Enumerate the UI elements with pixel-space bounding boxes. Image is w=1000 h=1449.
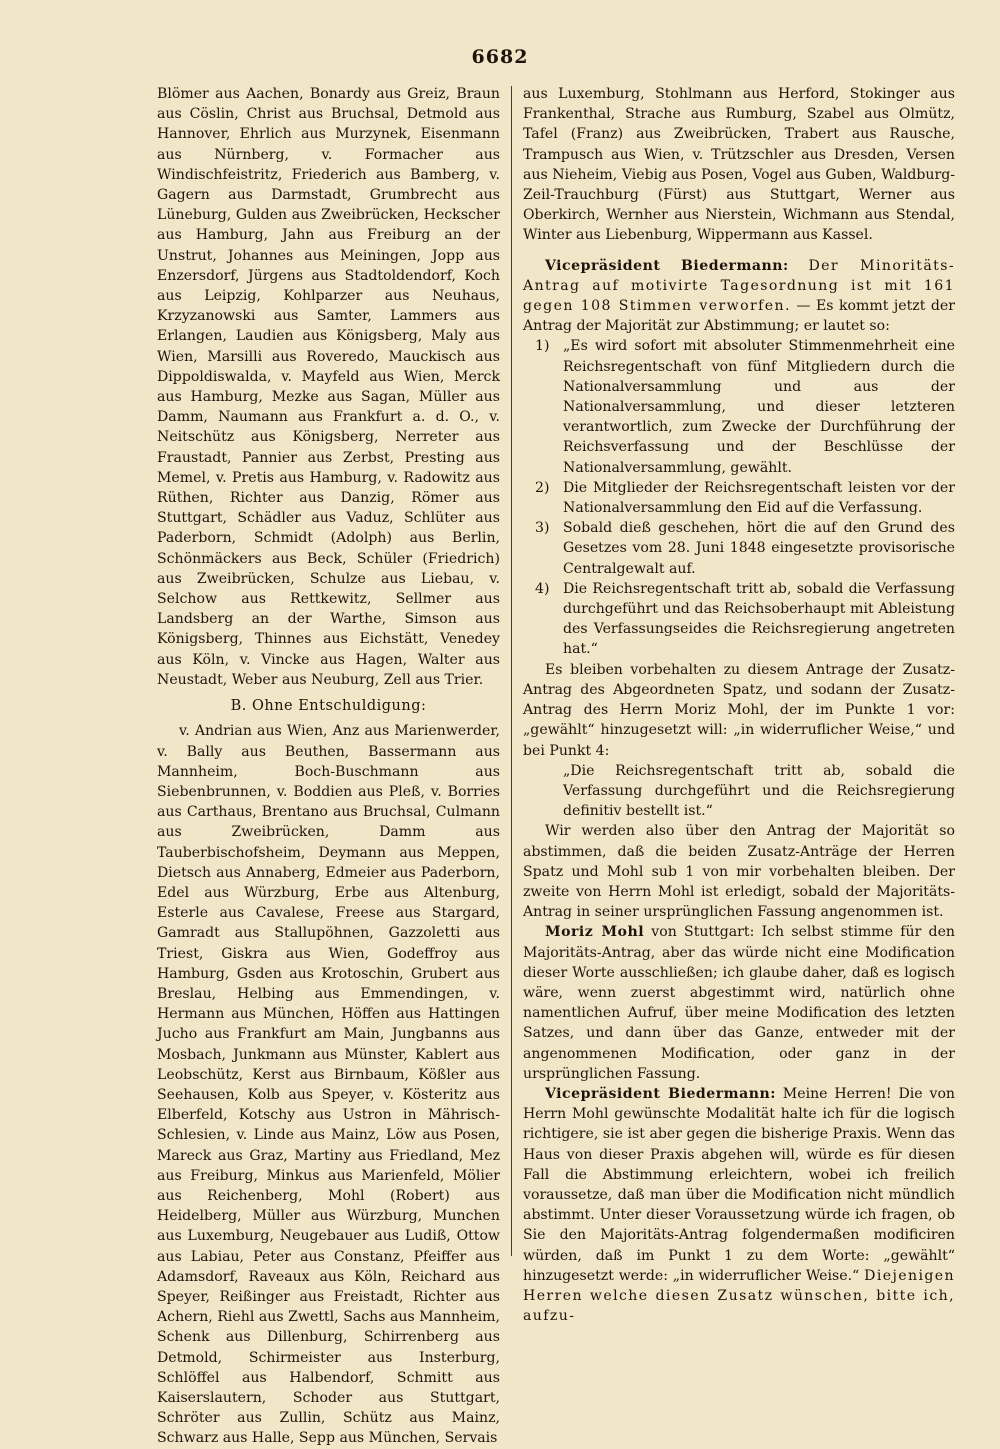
vote-result: Der Minoritäts-Antrag auf motivirte Tagesordnung ist mit 161 gegen 108 Stimmen verworfen.: [523, 257, 956, 315]
motion-number: 3): [535, 520, 550, 537]
motion-text: „Es wird sofort mit absoluter Stimmenmehrheit eine Reichsregentschaft von fünf Mitgliedern durch die Nationalversammlung und aus der Nationalversammlung, und dieser letzteren verantwortlich, zum Zwecke der Durchführung der Reichsverfassung und der Beschlüsse der Nationalversammlung, gewählt.: [563, 338, 955, 476]
speech-text: Meine Herren! Die von Herrn Mohl gewünschte Modalität halte ich für die logisch richtigere, sie ist aber gegen die bisherige Praxis. Wenn das Haus von dieser Praxis abgehen will, würde es für diesen Fall die Abstimmung erleichtern, wobei ich freilich voraussetze, daß man über die Modification nicht mündlich abstimmt. Unter dieser Voraussetzung würde ich fragen, ob Sie den Majoritäts-Antrag folgendermaßen modificiren würden, daß im Punkt 1 zu dem Worte: „gewählt“ hinzugesetzt werde: „in widerruflicher Weise.“: [523, 1085, 956, 1284]
motion-item: [523, 579, 955, 660]
column-divider: [511, 86, 512, 1256]
motion-text: Die Mitglieder der Reichsregentschaft leisten vor der Nationalversammlung den Eid auf die Verfassung.: [563, 479, 955, 517]
unexcused-members-list: v. Andrian aus Wien, Anz aus Marienwerder, v. Bally aus Beuthen, Bassermann aus Mannheim, Boch-Buschmann aus Siebenbrunnen, v. Boddien aus Pleß, v. Borries aus Carthaus, Brentano aus Bruchsal, Culmann aus Zweibrücken, Damm aus Tauberbischofsheim, Deymann aus Meppen, Dietsch aus Annaberg, Edmeier aus Paderborn, Edel aus Würzburg, Erbe aus Altenburg, Esterle aus Cavalese, Freese aus Stargard, Gamradt aus Stallupöhnen, Gazzoletti aus Triest, Giskra aus Wien, Godeffroy aus Hamburg, Gsden aus Krotoschin, Grubert aus Breslau, Helbing aus Emmendingen, v. Hermann aus München, Höffen aus Hattingen Jucho aus Frankfurt am Main, Jungbanns aus Mosbach, Junkmann aus Münster, Kablert aus Leobschütz, Kerst aus Birnbaum, Kößler aus Seehausen, Kolb aus Speyer, v. Kösteritz aus Elberfeld, Kotschy aus Ustron in Mährisch-Schlesien, v. Linde aus Mainz, Löw aus Posen, Mareck aus Graz, Martiny aus Friedland, Mez aus Freiburg, Minkus aus Marienfeld, Mölier aus Reichenberg, Mohl (Robert) aus Heidelberg, Müller aus Würzburg, Munchen aus Luxemburg, Neugebauer aus Ludiß, Ottow aus Labiau, Peter aus Constanz, Pfeiffer aus Adamsdorf, Raveaux aus Köln, Reichard aus Speyer, Reißinger aus Freistadt, Richter aus Achern, Riehl aus Zwettl, Sachs aus Mannheim, Schenk aus Dillenburg, Schirrenberg aus Detmold, Schirmeister aus Insterburg, Schlöffel aus Halbendorf, Schmitt aus Kaiserslautern, Schoder aus Stuttgart, Schröter aus Zullin, Schütz aus Mainz, Schwarz aus Halle, Sepp aus München, Servais: [157, 723, 500, 1447]
motion-item: [523, 336, 955, 477]
motion-text: Die Reichsregentschaft tritt ab, sobald die Verfassung durchgeführt und das Reichsoberhaupt mit Ableistung des Verfassungseides die Reichsregierung angetreten hat.“: [563, 580, 955, 658]
motion-text: Sobald dieß geschehen, hört die auf den Grund des Gesetzes vom 28. Juni 1848 eingesetzte provisorische Centralgewalt auf.: [563, 520, 955, 577]
section-heading-b: B. Ohne Entschuldigung:: [230, 698, 427, 715]
speaker-name: Moriz Mohl: [545, 924, 645, 941]
members-list-continued: aus Luxemburg, Stohlmann aus Herford, Stokinger aus Frankenthal, Strache aus Rumburg, Szabel aus Olmütz, Tafel (Franz) aus Zweibrücken, Trabert aus Rausche, Trampusch aus Wien, v. Trützschler aus Dresden, Versen aus Nieheim, Viebig aus Posen, Vogel aus Guben, Waldburg-Zeil-Trauchburg (Fürst) aus Stuttgart, Werner aus Oberkirch, Wernher aus Nierstein, Wichmann aus Stendal, Winter aus Liebenburg, Wippermann aus Kassel.: [523, 86, 955, 244]
speech-biedermann-2: [523, 1084, 955, 1326]
motion-item: [523, 518, 955, 579]
speech-text: — Es kommt jetzt der Antrag der Majorität zur Abstimmung; er lautet so:: [523, 298, 955, 335]
left-column: [157, 84, 500, 1449]
speech-text-emphasis: Diejenigen Herren welche diesen Zusatz wünschen, bitte ich, aufzu-: [523, 1267, 956, 1325]
vote-procedure-paragraph: Wir werden also über den Antrag der Majorität so abstimmen, daß die beiden Zusatz-Anträge der Herren Spatz und Mohl sub 1 von mir vorbehalten bleiben. Der zweite von Herrn Mohl ist erledigt, sobald der Majoritäts-Antrag in seiner ursprünglichen Fassung angenommen ist.: [523, 823, 955, 921]
motion-number: 2): [535, 479, 550, 496]
speech-mohl: [523, 922, 955, 1084]
page-number: 6682: [471, 46, 529, 68]
motion-number: 1): [535, 338, 550, 355]
speaker-origin: von Stuttgart:: [651, 924, 755, 941]
speaker-name: Vicepräsident Biedermann:: [545, 257, 789, 274]
motion-number: 4): [535, 580, 550, 597]
motion-item: [523, 478, 955, 518]
reserved-amendments-paragraph: Es bleiben vorbehalten zu diesem Antrage der Zusatz-Antrag des Abgeordneten Spatz, und sodann der Zusatz-Antrag des Herrn Moriz Mohl, der im Punkte 1 vor: „gewählt“ hinzugesetzt will: „in widerruflicher Weise,“ und bei Punkt 4:: [523, 661, 955, 759]
speaker-name: Vicepräsident Biedermann:: [545, 1085, 776, 1102]
majority-motion-list: [523, 336, 955, 659]
speech-text: Ich selbst stimme für den Majoritäts-Antrag, aber das würde nicht eine Modification dieser Worte ausschließen; ich glaube daher, daß es logisch wäre, wenn zuerst abgestimmt wird, natürlich ohne namentlichen Aufruf, über meine Modification des letzten Satzes, und dann über das Ganze, entweder mit der angenommenen Modification, oder ganz in der ursprünglichen Fassung.: [523, 924, 955, 1082]
right-column: [523, 84, 955, 1326]
excused-members-list: Blömer aus Aachen, Bonardy aus Greiz, Braun aus Cöslin, Christ aus Bruchsal, Detmold aus Hannover, Ehrlich aus Murzynek, Eisenmann aus Nürnberg, v. Formacher aus Windischfeistritz, Friederich aus Bamberg, v. Gagern aus Darmstadt, Grumbrecht aus Lüneburg, Gulden aus Zweibrücken, Heckscher aus Hamburg, Jahn aus Freiburg an der Unstrut, Johannes aus Meiningen, Jopp aus Enzersdorf, Jürgens aus Stadtoldendorf, Koch aus Leipzig, Kohlparzer aus Neuhaus, Krzyzanowski aus Samter, Lammers aus Erlangen, Laudien aus Königsberg, Maly aus Wien, Marsilli aus Roveredo, Mauckisch aus Dippoldiswalda, v. Mayfeld aus Wien, Merck aus Hamburg, Mezke aus Sagan, Müller aus Damm, Naumann aus Frankfurt a. d. O., v. Neitschütz aus Königsberg, Nerreter aus Fraustadt, Pannier aus Zerbst, Presting aus Memel, v. Pretis aus Hamburg, v. Radowitz aus Rüthen, Richter aus Danzig, Römer aus Stuttgart, Schädler aus Vaduz, Schlüter aus Paderborn, Schmidt (Adolph) aus Berlin, Schönmäckers aus Beck, Schüler (Friedrich) aus Zweibrücken, Schulze aus Liebau, v. Selchow aus Rettkewitz, Sellmer aus Landsberg an der Warthe, Simson aus Königsberg, Thinnes aus Eichstätt, Venedey aus Köln, v. Vincke aus Hagen, Walter aus Neustadt, Weber aus Neuburg, Zell aus Trier.: [157, 86, 500, 688]
mohl-amendment-quote: „Die Reichsregentschaft tritt ab, sobald die Verfassung durchgeführt und die Reichsregierung definitiv bestellt ist.“: [563, 762, 955, 820]
speech-biedermann-1: [523, 256, 955, 337]
